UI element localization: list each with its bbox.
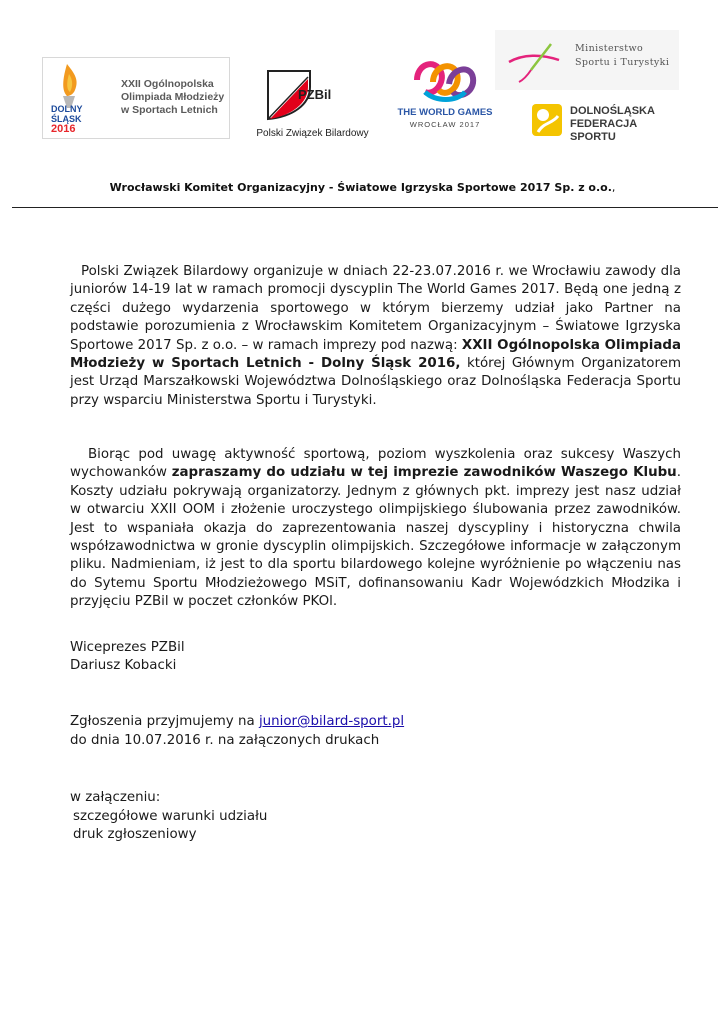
pzbil-caption: Polski Związek Bilardowy <box>256 128 369 139</box>
attachments-heading: w załączeniu: <box>70 790 161 805</box>
signature-role: Wiceprezes PZBil <box>70 640 185 655</box>
pzbil-name: PZBil <box>298 87 332 102</box>
event-name: XXII Ogólnopolska Olimpiada Młodzieży w Sportach Letnich - Dolny Śląsk 2016, <box>70 337 681 372</box>
pzbil-logo <box>256 65 369 145</box>
attachment-item: druk zgłoszeniowy <box>73 827 197 842</box>
dfs-logo <box>530 100 680 143</box>
deadline-line: do dnia 10.07.2016 r. na załączonych drukach <box>70 733 380 748</box>
paragraph-invitation: Biorąc pod uwagę aktywność sportową, poziom wyszkolenia oraz sukcesy Waszych wychowanków zapraszamy do udziału w tej imprezie zawodników Waszego Klubu. Koszty udziału pokrywają organizatorzy. Jednym z głównych pkt. imprezy jest nasz udział w otwarciu XXII OOM i złożenie uroczystego olimpijskiego ślubowania przez zawodników. Jest to wspaniała okazja do zaprezentowania naszej dyscypliny i historyczna chwila współzawodnictwa w gronie dyscyplin olimpijskich. Szczegółowe informacje w załączonym pliku. Nadmieniam, iż jest to dla sportu bilardowego kolejne wyróżnienie po włączeniu nas do Sytemu Sportu Młodzieżowego MSiT, dofinansowaniu Kadr Wojewódzkich Młodzika i przyjęciu PZBil w poczet członków PKOl. <box>70 447 681 610</box>
header-divider <box>12 207 718 208</box>
world-games-emblem-icon <box>395 52 495 106</box>
invitation-highlight: zapraszamy do udziału w tej imprezie zawodników Waszego Klubu <box>171 465 677 481</box>
committee-line: Wrocławski Komitet Organizacyjny - Światowe Igrzyska Sportowe 2017 Sp. z o.o., <box>109 181 616 194</box>
dfs-emblem-icon <box>530 102 564 138</box>
oom-logo-text: XXII Ogólnopolska Olimpiada Młodzieży w Sportach Letnich <box>121 78 225 116</box>
paragraph-intro: Polski Związek Bilardowy organizuje w dniach 22-23.07.2016 r. we Wrocławiu zawody dla juniorów 14-19 lat w ramach promocji dyscyplin The World Games 2017. Będą one jedną z części dużego wydarzenia sportowego w którym bierzemy udział jako Partner na podstawie porozumienia z Wrocławskim Komitetem Organizacyjnym – Światowe Igrzyska Sportowe 2017 Sp. z o.o. – w ramach imprezy pod nazwą: XXII Ogólnopolska Olimpiada Młodzieży w Sportach Letnich - Dolny Śląsk 2016, której Głównym Organizatorem jest Urząd Marszałkowski Województwa Dolnośląskiego oraz Dolnośląska Federacja Sportu przy wsparciu Ministerstwa Sportu i Turystyki. <box>70 264 681 408</box>
oom-logo <box>42 57 230 139</box>
oom-brand: DOLNY ŚLĄSK 2016 <box>51 104 83 135</box>
world-games-logo <box>395 52 495 136</box>
ministry-emblem-icon <box>501 36 571 86</box>
world-games-subtitle: WROCŁAW 2017 <box>409 120 481 129</box>
dfs-logo-text: DOLNOŚLĄSKA FEDERACJA SPORTU <box>570 105 655 143</box>
ministry-logo <box>495 30 679 90</box>
world-games-title: THE WORLD GAMES <box>397 107 493 118</box>
torch-icon <box>49 62 89 110</box>
applications-line: Zgłoszenia przyjmujemy na junior@bilard-sport.pl <box>70 714 405 729</box>
ministry-logo-text: Ministerstwo Sportu i Turystyki <box>575 43 670 68</box>
attachment-item: szczegółowe warunki udziału <box>73 809 268 824</box>
application-email-link[interactable]: junior@bilard-sport.pl <box>258 714 405 729</box>
signature-name: Dariusz Kobacki <box>70 658 177 673</box>
